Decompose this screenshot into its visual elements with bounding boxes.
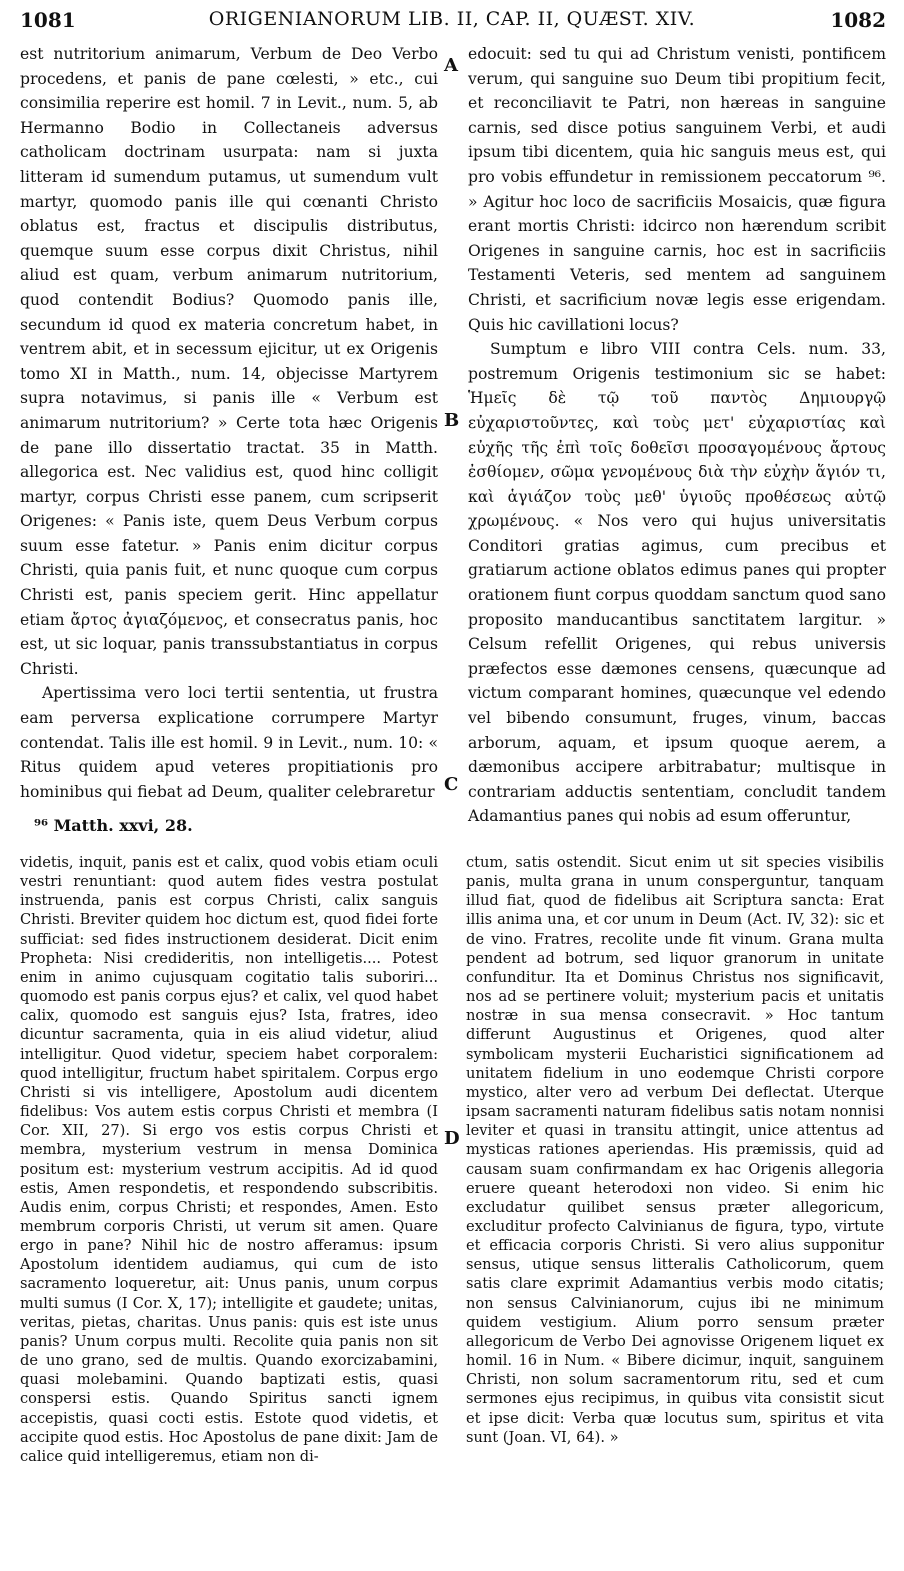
- top-right-column: [468, 42, 886, 829]
- page-number-left: 1081: [20, 8, 76, 32]
- margin-marker-b: B: [444, 410, 460, 431]
- paragraph: ctum, satis ostendit. Sicut enim ut sit species visibilis panis, multa grana in unum consperguntur, tanquam illud fiat, quod de fidelibus ait Scriptura sancta: Erat illis anima una, et cor unum in Deum (Act. IV, 32): sic et de vino. Fratres, recolite unde fit vinum. Grana multa pendent ad botrum, sed liquor granorum in unitate confunditur. Ita et Dominus Christus nos significavit, nos ad se pertinere voluit; mysterium pacis et unitatis nostræ in sua mensa consecravit. » Hoc tantum differunt Augustinus et Origenes, quod alter symbolicam mysterii Eucharistici significationem ad unitatem fidelium in uno eodemque Christi corpore mystico, alter vero ad verbum Dei deflectat. Uterque ipsam sacramenti naturam fidelibus satis notam nonnisi leviter et quasi in transitu attingit, unice attentus ad mysticas rationes aperiendas. His præmissis, quid ad causam suam confirmandam ex hac Origenis allegoria eruere queant heterodoxi non video. Si enim hic excludatur quilibet sensus præter allegoricum, excluditur profecto Calvinianus de figura, typo, virtute et efficacia corporis Christi. Si vero alius supponitur sensus, utique sensus litteralis Catholicorum, quem satis clare exprimit Adamantius verbis modo citatis; non sensus Calvinianorum, cujus ibi ne minimum quidem vestigium. Alium porro sensum præter allegoricum de Verbo Dei agnovisse Origenem liquet ex homil. 16 in Num. « Bibere dicimur, inquit, sanguinem Christi, non solum sacramentorum ritu, sed et cum sermones ejus recipimus, in quibus vita consistit sicut et ipse dicit: Verba quæ locutus sum, spiritus et vita sunt (Joan. VI, 64). »: [466, 854, 884, 1446]
- running-title: ORIGENIANORUM LIB. II, CAP. II, QUÆST. XIV.: [208, 8, 696, 30]
- footnote: ⁹⁶ Matth. xxvi, 28.: [34, 816, 193, 835]
- paragraph: Apertissima vero loci tertii sententia, ut frustra eam perversa explicatione corrumpere Martyr contendat. Talis ille est homil. 9 in Levit., num. 10: « Ritus quidem apud veteres propitiationis pro hominibus qui fiebat ad Deum, qualiter celebraretur: [20, 684, 438, 801]
- bottom-right-column: [466, 853, 884, 1447]
- margin-marker-d: D: [444, 1128, 460, 1149]
- paragraph: videtis, inquit, panis est et calix, quod vobis etiam oculi vestri renuntiant: quod autem fides vestra postulat instruenda, panis est corpus Christi, calix sanguis Christi. Breviter quidem hoc dictum est, quod fidei forte sufficiat: sed fides instructionem desiderat. Dicit enim Propheta: Nisi credideritis, non intelligetis.... Potest enim in animo cujusquam cogitatio talis suboriri... quomodo est panis corpus ejus? et calix, vel quod habet calix, quomodo est sanguis ejus? Ista, fratres, ideo dicuntur sacramenta, quia in eis aliud videtur, aliud intelligitur. Quod videtur, speciem habet corporalem: quod intelligitur, fructum habet spiritalem. Corpus ergo Christi si vis intelligere, Apostolum audi dicentem fidelibus: Vos autem estis corpus Christi et membra (I Cor. XII, 27). Si ergo vos estis corpus Christi et membra, mysterium vestrum in mensa Dominica positum est: mysterium vestrum accipitis. Ad id quod estis, Amen respondetis, et respondendo subscribitis. Audis enim, corpus Christi; et respondes, Amen. Esto membrum corporis Christi, ut verum sit amen. Quare ergo in pane? Nihil hic de nostro afferamus: ipsum Apostolum identidem audiamus, qui cum de isto sacramento loqueretur, ait: Unus panis, unum corpus multi sumus (I Cor. X, 17); intelligite et gaudete; unitas, veritas, pietas, charitas. Unus panis: quis est iste unus panis? Unum corpus multi. Recolite quia panis non sit de uno grano, sed de multis. Quando exorcizabamini, quasi molebamini. Quando baptizati estis, quasi conspersi estis. Quando Spiritus sancti ignem accepistis, quasi cocti estis. Estote quod videtis, et accipite quod estis. Hoc Apostolus de pane dixit: Jam de calice quid intelligeremus, etiam non di-: [20, 854, 438, 1465]
- top-left-column: [20, 42, 438, 804]
- margin-marker-c: C: [444, 774, 459, 795]
- paragraph: est nutritorium animarum, Verbum de Deo Verbo procedens, et panis de pane cœlesti, » etc., cui consimilia reperire est homil. 7 in Levit., num. 5, ab Hermanno Bodio in Collectaneis adversus catholicam doctrinam usurpata: nam si juxta litteram id sumendum putamus, ut sumendum vult martyr, quomodo panis ille qui cœnanti Christo oblatus est, fractus et discipulis distributus, quemque suum esse corpus dixit Christus, nihil aliud est quam, verbum animarum nutritorium, quod contendit Bodius? Quomodo panis ille, secundum id quod ex materia concretum habet, in ventrem abit, et in secessum ejicitur, ut ex Origenis tomo XI in Matth., num. 14, objecisse Martyrem supra notavimus, si panis ille « Verbum est animarum nutritorium? » Certe tota hæc Origenis de pane illo dissertatio tractat. 35 in Matth. allegorica est. Nec validius est, quod hinc colligit martyr, corpus Christi esse panem, cum scripserit Origenes: « Panis iste, quem Deus Verbum corpus suum esse fatetur. » Panis enim dicitur corpus Christi, quia panis fuit, et nunc quoque cum corpus Christi est, panis speciem gerit. Hinc appellatur etiam ἄρτος ἀγιαζόμενος, et consecratus panis, hoc est, ut sic loquar, panis transsubstantiatus in corpus Christi.: [20, 45, 438, 678]
- paragraph: Sumptum e libro VIII contra Cels. num. 33, postremum Origenis testimonium sic se habet: Ἡμεῖς δὲ τῷ τοῦ παντὸς Δημιουργῷ εὐχαριστοῦντες, καὶ τοὺς μετ' εὐχαριστίας καὶ εὐχῆς τῆς ἐπὶ τοῖς δοθεῖσι προσαγομένους ἄρτους ἐσθίομεν, σῶμα γενομένους διὰ τὴν εὐχὴν ἅγιόν τι, καὶ ἁγιάζον τοὺς μεθ' ὑγιοῦς προθέσεως αὐτῷ χρωμένους. « Nos vero qui hujus universitatis Conditori gratias agimus, cum precibus et gratiarum actione oblatos edimus panes qui propter orationem fiunt corpus quoddam sanctum quod sano proposito manducantibus sanctitatem largitur. » Celsum refellit Origenes, qui rebus universis præfectos esse dæmones censens, quæcunque ad victum comparant homines, quæcunque vel edendo vel bibendo consumunt, fruges, vinum, baccas arborum, aquam, et ipsum quoque aerem, a dæmonibus accipere arbitrabatur; multisque in contrariam adductis sententiam, concludit tandem Adamantius panes qui nobis ad esum offeruntur,: [468, 340, 886, 826]
- margin-marker-a: A: [444, 55, 458, 76]
- bottom-left-column: [20, 853, 438, 1466]
- running-header: [0, 8, 904, 36]
- paragraph: edocuit: sed tu qui ad Christum venisti, pontificem verum, qui sanguine suo Deum tibi propitium fecit, et reconciliavit te Patri, non hæreas in sanguine carnis, sed disce potius sanguinem Verbi, et audi ipsum tibi dicentem, quia hic sanguis meus est, qui pro vobis effundetur in remissionem peccatorum ⁹⁶. » Agitur hoc loco de sacrificiis Mosaicis, quæ figura erant mortis Christi: idcirco non hærendum scribit Origenes in sanguine carnis, hoc est in sacrificiis Testamenti Veteris, sed mentem ad sanguinem Christi, et sacrificium novæ legis esse erigendam. Quis hic cavillationi locus?: [468, 45, 886, 334]
- page-number-right: 1082: [830, 8, 886, 32]
